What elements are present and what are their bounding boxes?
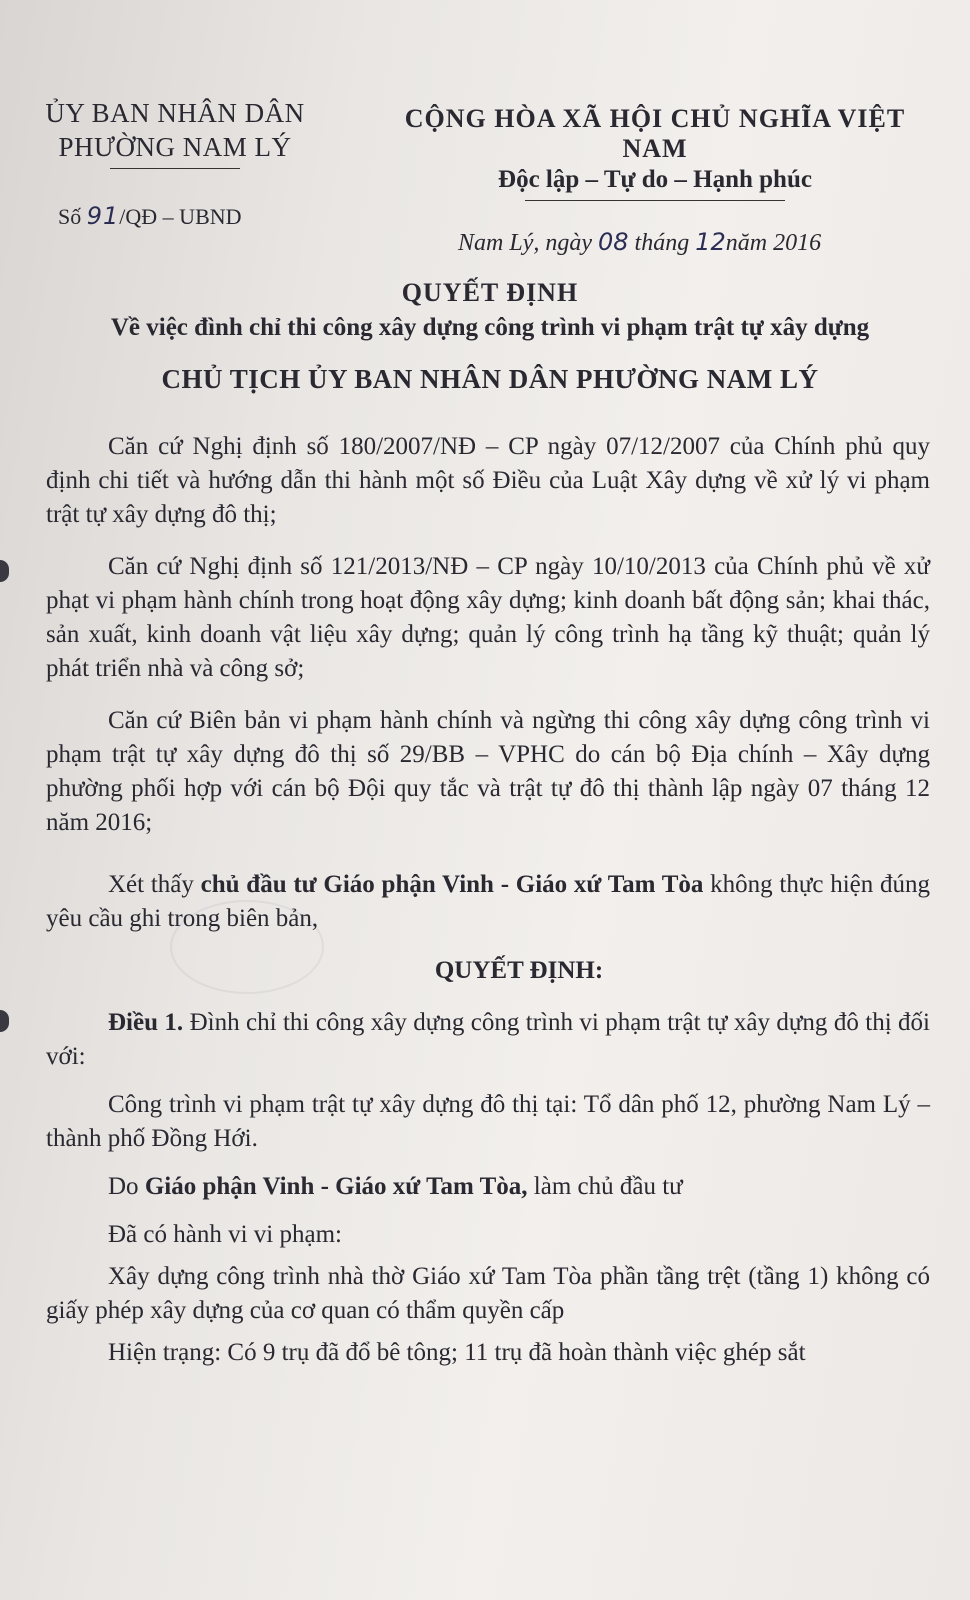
consider-suffix: không thực hiện đúng yêu cầu ghi trong biên bản, — [46, 871, 930, 932]
date-prefix: Nam Lý, ngày — [458, 230, 592, 256]
article-1 — [46, 1006, 930, 1074]
basis-paragraph: Căn cứ Biên bản vi phạm hành chính và ngừng thi công xây dựng công trình vi phạm trật tự xây dựng đô thị số 29/BB – VPHC do cán bộ Địa chính – Xây dựng phường phối hợp với cán bộ Đội quy tắc và trật tự đô thị thành lập ngày 07 tháng 12 năm 2016; — [46, 707, 930, 836]
authority-underline — [110, 168, 240, 169]
month-label: tháng — [634, 230, 690, 256]
handwritten-number: 91 — [86, 202, 120, 230]
document-subject: Về việc đình chỉ thi công xây dựng công trình vi phạm trật tự xây dựng — [110, 314, 870, 341]
binder-hole-mark — [0, 560, 9, 582]
authority-line-1: ỦY BAN NHÂN DÂN — [45, 98, 305, 128]
basis-paragraph: Căn cứ Nghị định số 121/2013/NĐ – CP ngày 10/10/2013 của Chính phủ về xử phạt vi phạm hành chính trong hoạt động xây dựng; kinh doanh bất động sản; khai thác, sản xuất, kinh doanh vật liệu xây dựng; quản lý công trình hạ tầng kỹ thuật; quản lý phát triển nhà và công sở; — [46, 553, 930, 682]
issuer-title: CHỦ TỊCH ỦY BAN NHÂN DÂN PHƯỜNG NAM LÝ — [161, 364, 819, 394]
handwritten-month: 12 — [695, 228, 726, 256]
owner-suffix: làm chủ đầu tư — [533, 1173, 683, 1200]
binder-hole-mark — [0, 1010, 9, 1032]
nation-name: CỘNG HÒA XÃ HỘI CHỦ NGHĨA VIỆT NAM — [404, 104, 906, 163]
document-number — [58, 202, 242, 230]
document-title: QUYẾT ĐỊNH — [401, 278, 579, 307]
article-1-location: Công trình vi phạm trật tự xây dựng đô thị tại: Tổ dân phố 12, phường Nam Lý – thành phố Đồng Hới. — [46, 1091, 930, 1152]
authority-line-2: PHƯỜNG NAM LÝ — [58, 132, 292, 162]
motto-underline — [525, 200, 785, 201]
consider-prefix: Xét thấy — [108, 871, 194, 898]
consideration-paragraph — [46, 868, 930, 936]
number-suffix: /QĐ – UBND — [119, 204, 242, 229]
basis-paragraph: Căn cứ Nghị định số 180/2007/NĐ – CP ngày 07/12/2007 của Chính phủ quy định chi tiết và hướng dẫn thi hành một số Điều của Luật Xây dựng về xử lý vi phạm trật tự xây dựng đô thị; — [46, 433, 930, 528]
article-1-owner — [46, 1170, 930, 1204]
owner-prefix: Do — [108, 1173, 139, 1200]
national-motto: Độc lập – Tự do – Hạnh phúc — [498, 166, 812, 193]
violation-intro: Đã có hành vi vi phạm: — [108, 1221, 342, 1248]
article-1-text: Đình chỉ thi công xây dựng công trình vi phạm trật tự xây dựng đô thị đối với: — [46, 1009, 931, 1070]
issuing-authority — [40, 96, 310, 169]
title-block — [40, 278, 940, 395]
year-text: năm 2016 — [725, 230, 822, 256]
handwritten-day: 08 — [598, 228, 629, 256]
decision-heading: QUYẾT ĐỊNH: — [434, 957, 604, 984]
owner-name: Giáo phận Vinh - Giáo xứ Tam Tòa, — [144, 1173, 528, 1200]
national-header — [370, 104, 940, 201]
article-1-label: Điều 1. — [108, 1009, 184, 1036]
number-prefix: Số — [58, 204, 82, 229]
document-body — [46, 430, 930, 1388]
investor-name: chủ đầu tư Giáo phận Vinh - Giáo xứ Tam Tòa — [200, 871, 704, 898]
issue-date — [458, 228, 821, 257]
current-status: Hiện trạng: Có 9 trụ đã đổ bê tông; 11 trụ đã hoàn thành việc ghép sắt — [108, 1339, 806, 1366]
violation-description: Xây dựng công trình nhà thờ Giáo xứ Tam Tòa phần tầng trệt (tầng 1) không có giấy phép xây dựng của cơ quan có thẩm quyền cấp — [46, 1263, 930, 1324]
